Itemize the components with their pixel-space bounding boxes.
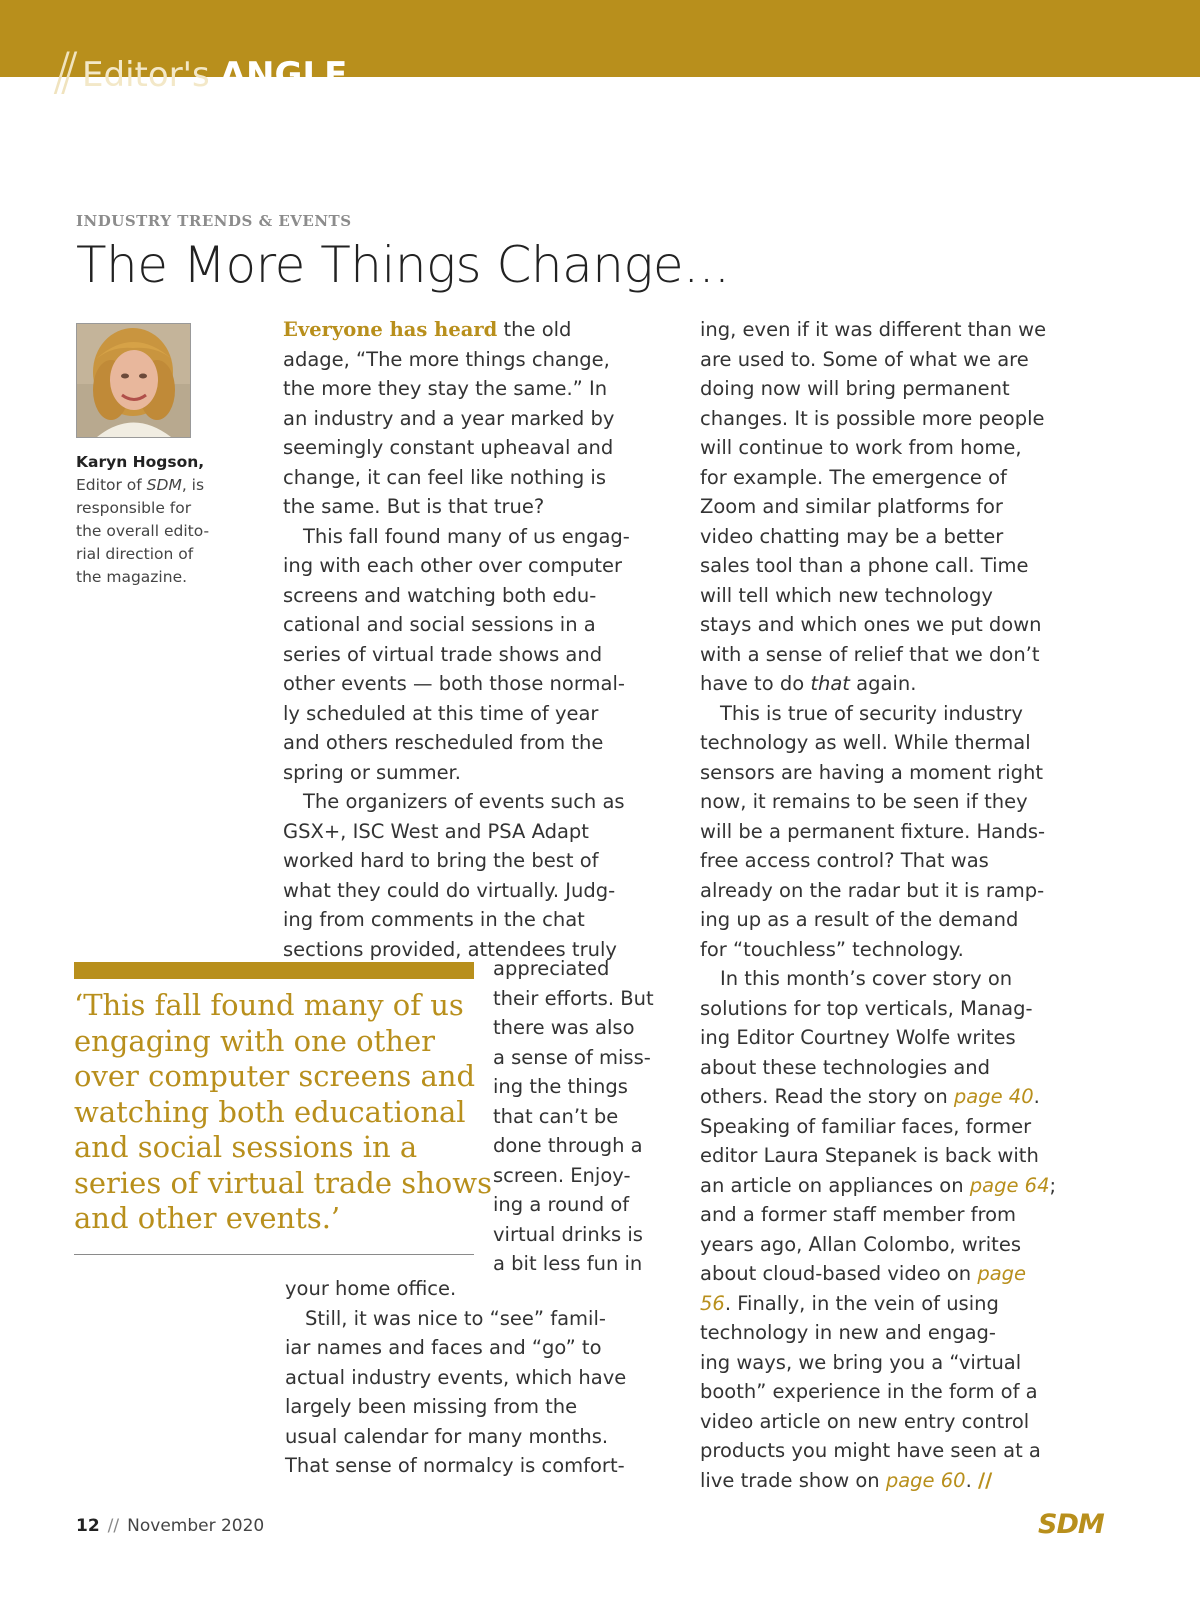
- bio-text: , is: [181, 476, 205, 494]
- body-line: are used to. Some of what we are: [700, 347, 1029, 371]
- page-link-40[interactable]: page 40: [953, 1085, 1034, 1108]
- body-line: GSX+, ISC West and PSA Adapt: [283, 819, 589, 843]
- body-line: cational and social sessions in a: [283, 613, 596, 636]
- body-line: ing from comments in the chat: [283, 908, 585, 931]
- pull-quote-line: and other events.’: [74, 1201, 341, 1235]
- body-line: technology in new and engag-: [700, 1321, 996, 1344]
- body-line: virtual drinks is: [493, 1222, 643, 1246]
- body-text: . Finally, in the vein of using: [724, 1291, 999, 1315]
- body-line: ing a round of: [493, 1193, 630, 1216]
- body-line: already on the radar but it is ramp-: [700, 878, 1045, 902]
- emphasis-text: that: [810, 672, 850, 695]
- body-text: again.: [849, 672, 917, 695]
- body-text: the old: [497, 318, 572, 341]
- author-bio: [76, 451, 236, 589]
- author-bio-line: the magazine.: [76, 568, 188, 586]
- body-line: seemingly constant upheaval and: [283, 436, 614, 459]
- body-line: years ago, Allan Colombo, writes: [700, 1232, 1021, 1256]
- body-line: This is true of security industry: [720, 701, 1023, 725]
- body-line: video article on new entry control: [700, 1409, 1030, 1433]
- body-text: ;: [1049, 1173, 1057, 1197]
- pull-quote-line: series of virtual trade shows: [74, 1165, 492, 1200]
- body-line: there was also: [493, 1016, 635, 1039]
- pull-quote-line: over computer screens and: [74, 1059, 476, 1093]
- body-line: [700, 1466, 1120, 1496]
- page-link-56-cont[interactable]: 56: [700, 1291, 725, 1315]
- publication-name: SDM: [146, 476, 182, 494]
- body-line: products you might have seen at a: [700, 1439, 1041, 1462]
- body-line: actual industry events, which have: [285, 1365, 627, 1389]
- page-link-60[interactable]: page 60: [885, 1468, 966, 1492]
- body-line: and others rescheduled from the: [283, 731, 604, 754]
- body-line: usual calendar for many months.: [285, 1424, 609, 1448]
- page-number: 12: [76, 1516, 100, 1536]
- body-line: appreciated: [493, 957, 610, 980]
- masthead-label-light: Editor's: [82, 55, 210, 95]
- body-line: adage, “The more things change,: [283, 347, 610, 371]
- pull-quote-rule-top: [74, 962, 474, 979]
- body-text: have to do: [700, 672, 811, 695]
- body-line: a sense of miss-: [493, 1045, 651, 1069]
- author-bio-line: responsible for: [76, 499, 192, 517]
- page-link-64[interactable]: page 64: [969, 1173, 1050, 1197]
- author-bio-line: rial direction of: [76, 545, 194, 563]
- body-line: sales tool than a phone call. Time: [700, 554, 1029, 577]
- bio-text: Editor of: [76, 476, 147, 494]
- body-line: what they could do virtually. Judg-: [283, 878, 616, 902]
- body-line: with a sense of relief that we don’t: [700, 642, 1040, 666]
- pull-quote-line: engaging with one other: [74, 1023, 435, 1058]
- body-text: an article on appliances on: [700, 1173, 970, 1197]
- body-line: iar names and faces and “go” to: [285, 1336, 602, 1359]
- body-line: [700, 669, 1120, 699]
- body-line: Still, it was nice to “see” famil-: [305, 1306, 606, 1330]
- body-text: live trade show on: [700, 1468, 886, 1492]
- article-headline: The More Things Change...: [76, 236, 730, 294]
- body-line: ing the things: [493, 1075, 628, 1098]
- body-line: The organizers of events such as: [303, 790, 625, 813]
- masthead-slashes: //: [53, 42, 69, 102]
- body-line: Speaking of familiar faces, former: [700, 1114, 1032, 1138]
- author-bio-line: [76, 474, 236, 497]
- body-column-1-lower: [285, 1274, 685, 1481]
- body-line: changes. It is possible more people: [700, 406, 1045, 430]
- body-line: technology as well. While thermal: [700, 731, 1031, 754]
- author-name: Karyn Hogson,: [76, 453, 205, 471]
- body-line: booth” experience in the form of a: [700, 1380, 1038, 1403]
- body-column-2: [700, 315, 1120, 1495]
- body-text: .: [965, 1468, 978, 1492]
- body-line: [700, 1259, 1120, 1289]
- body-line: ing up as a result of the demand: [700, 908, 1019, 931]
- footer-separator: //: [107, 1516, 120, 1536]
- body-line: ing ways, we bring you a “virtual: [700, 1350, 1022, 1374]
- body-line: now, it remains to be seen if they: [700, 790, 1028, 813]
- body-line: solutions for top verticals, Manag-: [700, 996, 1033, 1020]
- body-line: That sense of normalcy is comfort-: [285, 1454, 625, 1477]
- sdm-logo: SDM: [1038, 1509, 1104, 1540]
- body-line: This fall found many of us engag-: [303, 524, 630, 548]
- body-line: doing now will bring permanent: [700, 377, 1010, 400]
- body-line: will tell which new technology: [700, 583, 993, 607]
- body-line: will continue to work from home,: [700, 436, 1022, 459]
- body-line: largely been missing from the: [285, 1395, 578, 1418]
- body-line: editor Laura Stepanek is back with: [700, 1144, 1039, 1167]
- body-line: screen. Enjoy-: [493, 1163, 631, 1187]
- body-line: change, it can feel like nothing is: [283, 465, 606, 489]
- body-line: video chatting may be a better: [700, 524, 1004, 548]
- pull-quote-line: watching both educational: [74, 1094, 466, 1129]
- page-footer: [76, 1516, 264, 1536]
- body-line: worked hard to bring the best of: [283, 849, 599, 872]
- body-line: their efforts. But: [493, 986, 654, 1010]
- body-line: screens and watching both edu-: [283, 583, 597, 607]
- body-line: done through a: [493, 1134, 643, 1157]
- body-line: other events — both those normal-: [283, 672, 625, 695]
- body-line: [700, 1171, 1120, 1201]
- page-link-56[interactable]: page: [977, 1262, 1027, 1285]
- body-text: .: [1033, 1085, 1040, 1108]
- body-line: the same. But is that true?: [283, 495, 545, 518]
- author-photo: [76, 323, 191, 438]
- body-line: that can’t be: [493, 1104, 619, 1128]
- body-line: ing, even if it was different than we: [700, 318, 1047, 341]
- end-mark: //: [977, 1468, 993, 1492]
- body-line: ing with each other over computer: [283, 554, 623, 577]
- issue-date: November 2020: [127, 1516, 265, 1536]
- body-line: will be a permanent fixture. Hands-: [700, 819, 1046, 843]
- body-line: spring or summer.: [283, 760, 461, 784]
- body-text: others. Read the story on: [700, 1085, 954, 1108]
- body-column-1-narrow: [493, 954, 688, 1279]
- body-line: [700, 1082, 1120, 1112]
- pull-quote: [74, 988, 492, 1237]
- pull-quote-rule-bottom: [74, 1254, 474, 1255]
- body-line: for “touchless” technology.: [700, 937, 964, 961]
- author-portrait-image: [77, 324, 190, 437]
- body-line: [700, 1289, 1120, 1319]
- pull-quote-line: and social sessions in a: [74, 1130, 418, 1164]
- body-column-1: [283, 315, 683, 964]
- body-line: series of virtual trade shows and: [283, 642, 603, 666]
- body-line: an industry and a year marked by: [283, 406, 615, 430]
- body-line: a bit less fun in: [493, 1252, 643, 1275]
- body-line: sensors are having a moment right: [700, 760, 1044, 784]
- body-line: the more they stay the same.” In: [283, 377, 608, 400]
- body-line: In this month’s cover story on: [720, 967, 1013, 990]
- pull-quote-line: ‘This fall found many of us: [74, 988, 464, 1022]
- body-line: about these technologies and: [700, 1055, 991, 1079]
- body-line: ing Editor Courtney Wolfe writes: [700, 1026, 1016, 1049]
- article-kicker: INDUSTRY TRENDS & EVENTS: [76, 212, 352, 230]
- body-line: sections provided, attendees truly: [283, 937, 617, 961]
- body-line: stays and which ones we put down: [700, 613, 1042, 636]
- body-line: for example. The emergence of: [700, 465, 1007, 489]
- section-masthead: [53, 30, 348, 102]
- lead-in: Everyone has heard: [283, 318, 498, 341]
- body-text: about cloud-based video on: [700, 1262, 978, 1285]
- body-line: free access control? That was: [700, 849, 989, 872]
- body-line: ly scheduled at this time of year: [283, 701, 599, 725]
- body-line: your home office.: [285, 1277, 457, 1300]
- author-bio-line: the overall edito-: [76, 522, 210, 540]
- body-line: [283, 315, 683, 345]
- masthead-label-bold: ANGLE: [219, 55, 348, 95]
- body-line: and a former staff member from: [700, 1203, 1017, 1226]
- body-line: Zoom and similar platforms for: [700, 495, 1003, 518]
